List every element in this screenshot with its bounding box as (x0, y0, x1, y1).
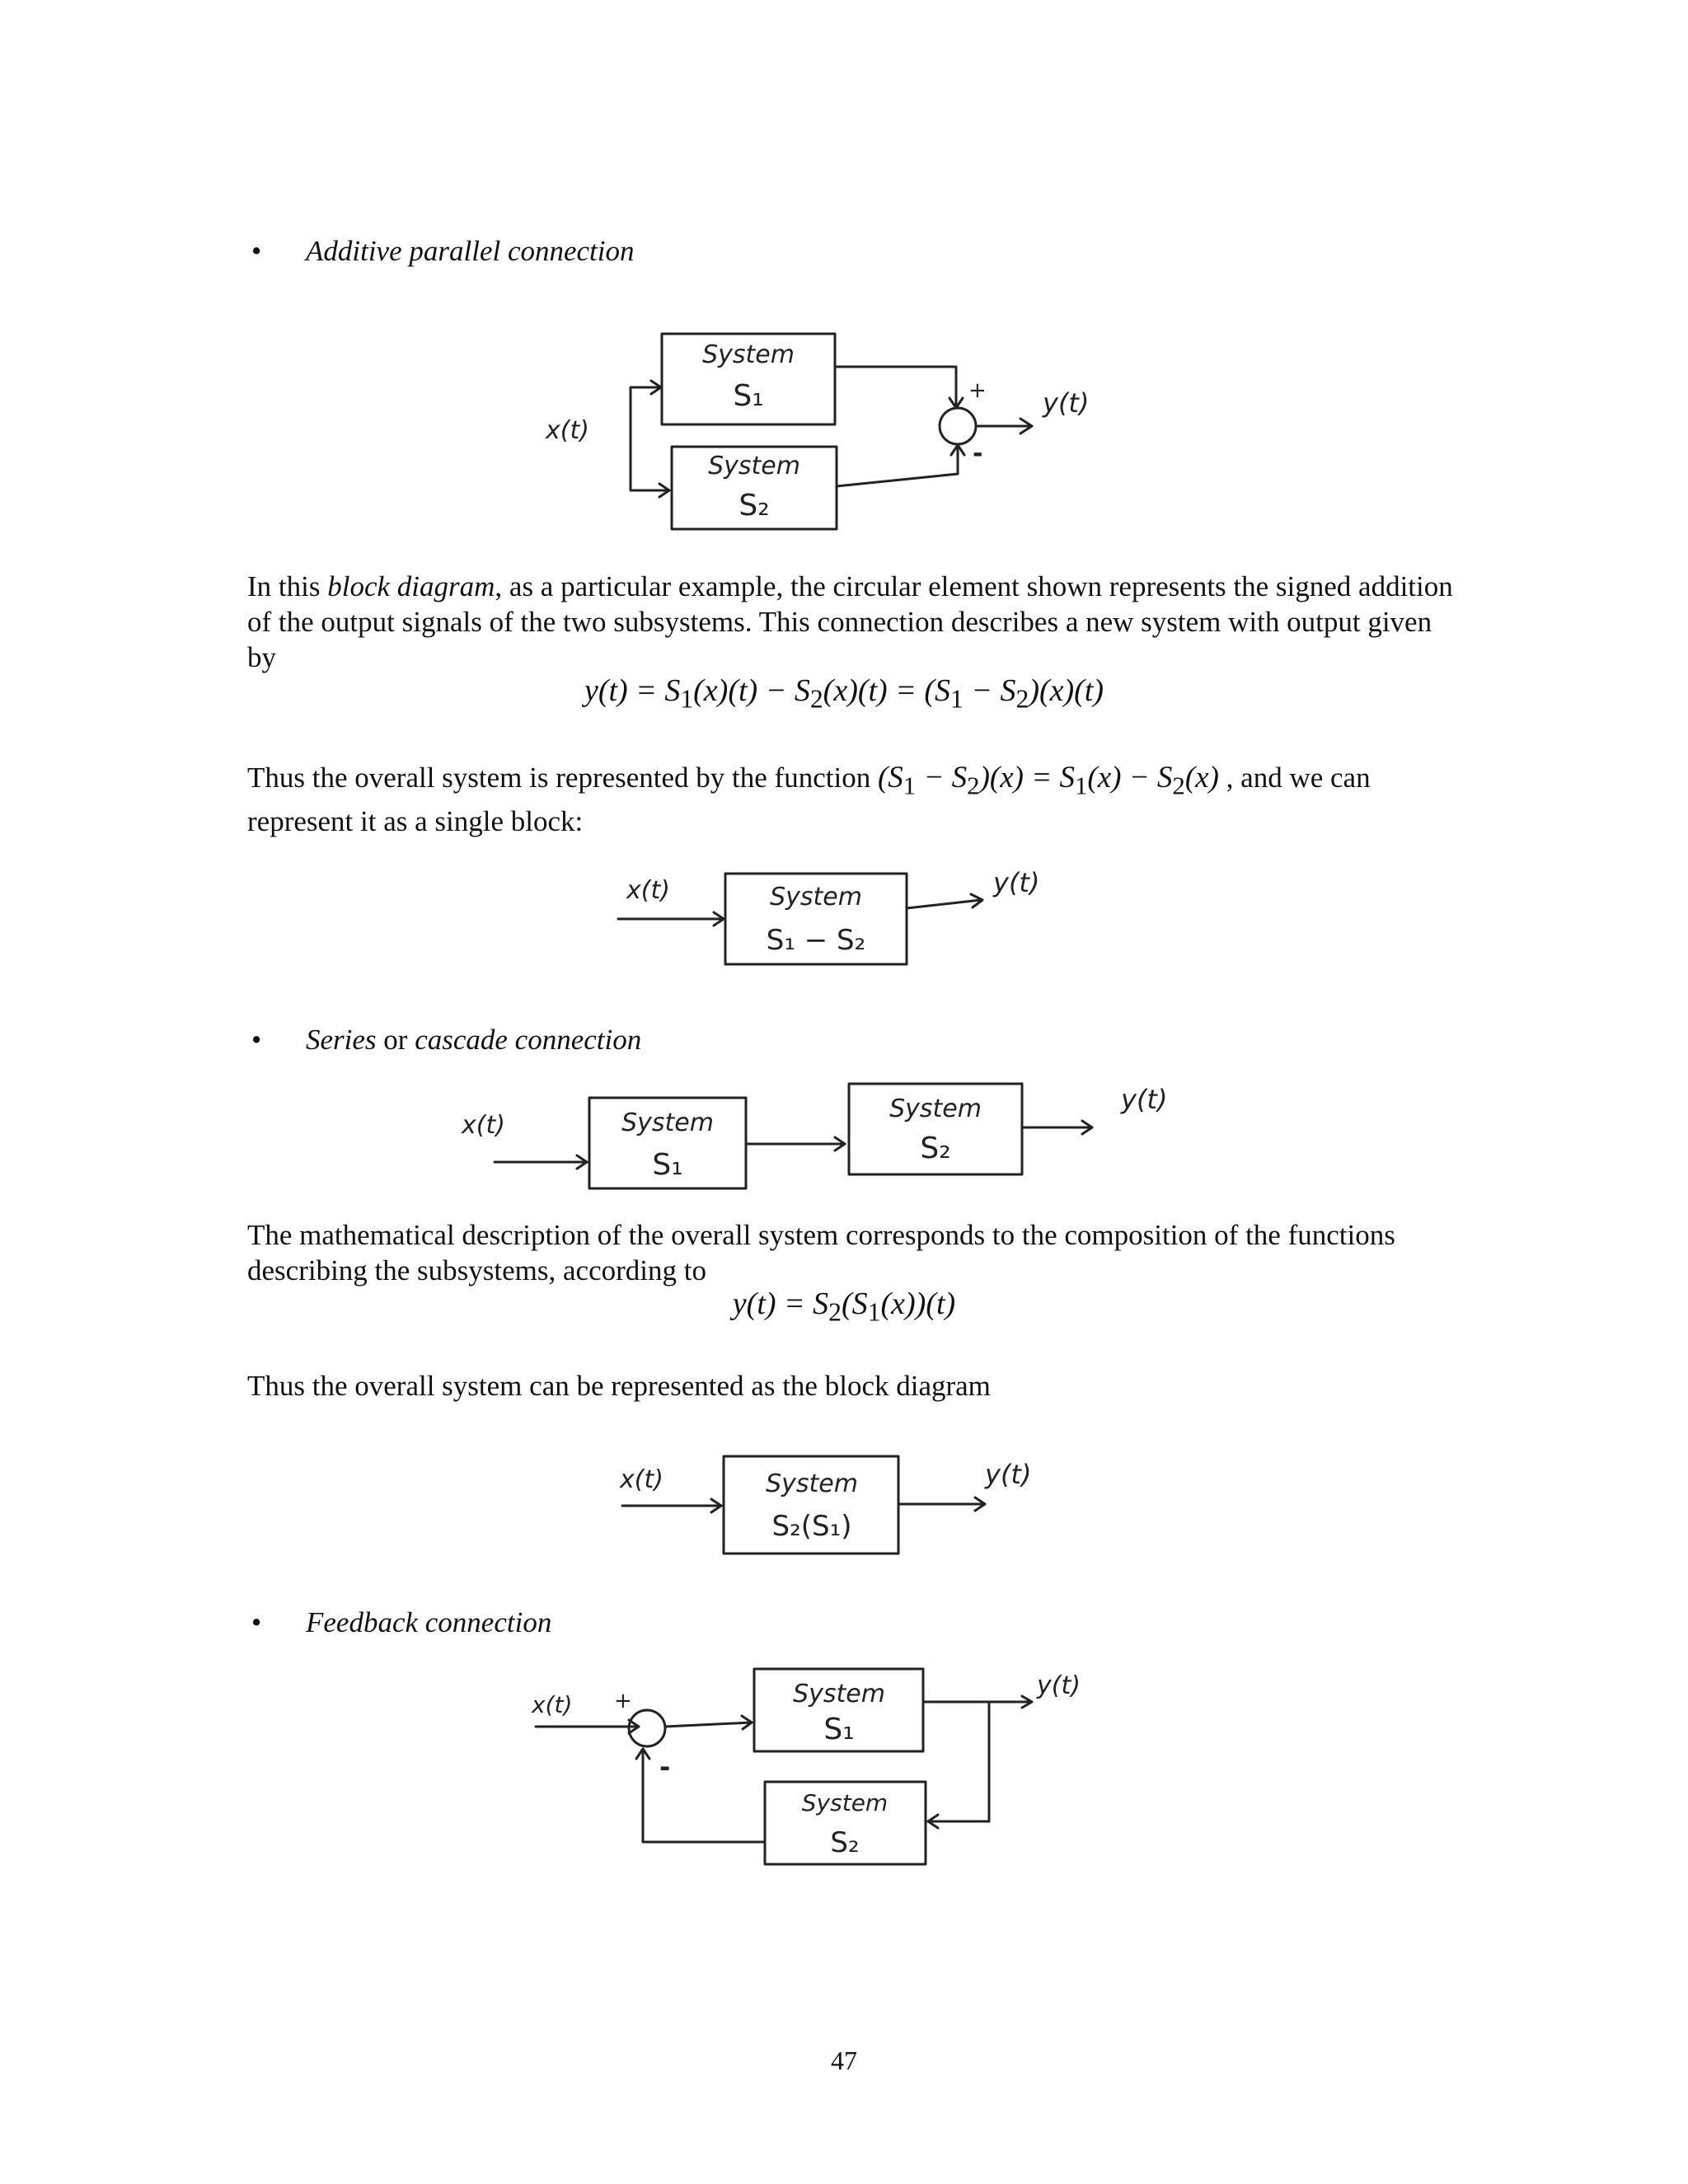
paragraph-series-block (247, 1368, 1459, 1404)
bullet-mark: • (251, 1024, 262, 1056)
paragraph-overall-function (247, 760, 1459, 839)
bullet-series-cascade (251, 1022, 641, 1058)
eq-subscript: 1 (1074, 771, 1088, 800)
eq-subscript: 1 (867, 1297, 881, 1327)
wire-s1-to-sum (835, 367, 956, 408)
single-block-diagram-difference (602, 857, 1113, 972)
text: The mathematical description of the overall system corresponds to the composition of the functions describing the subsystems, according to (247, 1219, 1395, 1286)
wire-to-s1 (631, 387, 659, 433)
text: , as a particular example, the circular element shown represents the signed addition of the output signals of the two subsystems. This connection describes a new system with output given by (247, 570, 1453, 673)
eq-text: − S (916, 761, 968, 794)
block2-name: S₂ (830, 1826, 860, 1859)
block-title: System (770, 883, 862, 912)
bullet-additive-parallel (251, 233, 635, 269)
block1-name: S₁ (652, 1148, 683, 1182)
eq-subscript: 2 (828, 1297, 842, 1327)
eq-subscript: 1 (903, 771, 917, 800)
equation-parallel-output (0, 673, 1688, 715)
eq-text: )(x)(t) (1029, 673, 1104, 708)
equation-series-output (0, 1286, 1688, 1328)
parallel-connection-diagram (528, 321, 1154, 544)
section-label: Feedback connection (306, 1606, 552, 1638)
wire-sum-to-s1 (665, 1722, 752, 1727)
output-label: y(t) (1121, 1084, 1168, 1115)
block1-title: System (793, 1680, 885, 1708)
bullet-mark: • (251, 235, 262, 267)
block1-name: S₁ (823, 1713, 855, 1746)
plus-sign: + (614, 1689, 632, 1713)
text: Thus the overall system can be represented as the block diagram (247, 1370, 991, 1402)
bullet-mark: • (251, 1606, 262, 1638)
text: Thus the overall system is represented by the function (247, 762, 878, 794)
text: or (376, 1024, 415, 1056)
block2-name: S₂ (738, 489, 770, 523)
series-connection-diagram (453, 1071, 1228, 1203)
summing-junction (940, 408, 976, 444)
section-label: Series (306, 1024, 377, 1056)
eq-text: )(x) = S (979, 761, 1075, 794)
block2-title: System (801, 1789, 889, 1816)
block2-name: S₂ (920, 1132, 951, 1165)
minus-sign: - (659, 1751, 671, 1783)
block1-title: System (621, 1108, 714, 1137)
eq-subscript: 2 (1172, 771, 1185, 800)
input-label: x(t) (462, 1111, 505, 1140)
eq-text: (S (842, 1286, 868, 1321)
paragraph-block-diagram (247, 569, 1459, 675)
section-label: Additive parallel connection (306, 235, 635, 267)
text: In this (247, 570, 328, 602)
eq-subscript: 2 (809, 684, 823, 714)
eq-text: y(t) = S (584, 673, 681, 708)
eq-subscript: 2 (1015, 684, 1029, 714)
block2-title: System (708, 452, 800, 480)
block-title: System (766, 1469, 858, 1498)
input-label: x(t) (532, 1691, 573, 1718)
eq-subscript: 2 (967, 771, 980, 800)
input-label: x(t) (626, 876, 670, 905)
emphasis-text: block diagram (327, 570, 495, 602)
minus-sign: - (973, 439, 983, 468)
output-label: y(t) (985, 1459, 1032, 1490)
wire-output (907, 900, 981, 908)
page-number: 47 (831, 2046, 857, 2075)
block-name: S₁ − S₂ (766, 924, 866, 957)
eq-text: − S (963, 673, 1016, 708)
eq-text: (S (877, 761, 903, 794)
block2-title: System (889, 1094, 982, 1123)
eq-text: y(t) = S (732, 1286, 829, 1321)
block1-title: System (702, 340, 795, 369)
feedback-connection-diagram (519, 1657, 1146, 1887)
input-label: x(t) (620, 1465, 663, 1494)
eq-subscript: 1 (680, 684, 694, 714)
eq-text: (x))(t) (880, 1286, 956, 1321)
output-label: y(t) (993, 867, 1040, 898)
wire-s2-to-sum (837, 445, 958, 486)
wire-feedback-to-s2 (928, 1702, 989, 1821)
output-label: y(t) (1043, 387, 1090, 419)
single-block-diagram-composition (602, 1446, 1113, 1570)
inline-equation (877, 761, 1219, 800)
text: , and we can represent it as a single block: (247, 762, 1371, 838)
eq-text: (x) (1184, 761, 1219, 794)
eq-text: (x)(t) = (S (823, 673, 951, 708)
paragraph-composition (247, 1217, 1459, 1288)
section-label: cascade connection (415, 1024, 642, 1056)
eq-text: (x) − S (1087, 761, 1173, 794)
block-name: S₂(S₁) (771, 1510, 852, 1543)
block1-name: S₁ (733, 379, 764, 413)
plus-sign: + (968, 378, 987, 403)
eq-text: (x)(t) − S (693, 673, 810, 708)
eq-subscript: 1 (950, 684, 964, 714)
bullet-feedback (251, 1605, 551, 1641)
wire-to-s2 (631, 433, 669, 490)
input-label: x(t) (546, 416, 589, 445)
output-label: y(t) (1037, 1671, 1081, 1700)
